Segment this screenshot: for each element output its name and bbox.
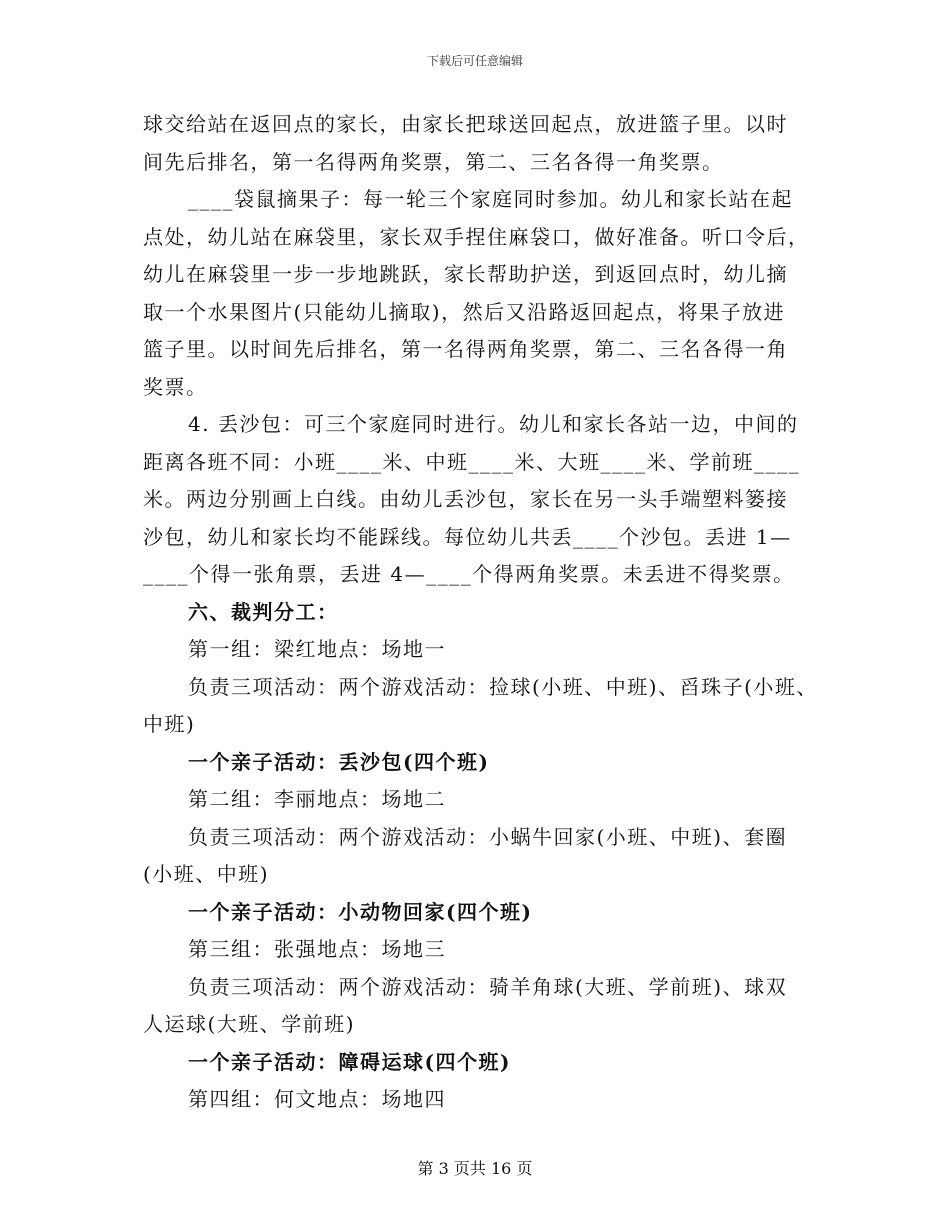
document-body [143, 106, 818, 1119]
body-line: 第一组：梁红地点：场地一 [188, 637, 446, 661]
body-line: 奖票。 [143, 374, 208, 399]
body-line: 距离各班不同：小班____米、中班____米、大班____米、学前班____ [143, 449, 800, 474]
body-line: 负责三项活动：两个游戏活动：骑羊角球(大班、学前班)、球双 [188, 974, 788, 999]
body-line: 球交给站在返回点的家长，由家长把球送回起点，放进篮子里。以时 [143, 112, 788, 136]
bold-line: 一个亲子活动：小动物回家(四个班) [188, 899, 533, 924]
body-line: 第二组：李丽地点：场地二 [188, 787, 446, 811]
bold-line: 一个亲子活动：丢沙包(四个班) [188, 749, 490, 774]
body-line: 篮子里。以时间先后排名，第一名得两角奖票，第二、三名各得一角 [143, 337, 788, 361]
body-line: 人运球(大班、学前班) [143, 1012, 356, 1036]
body-line: ____袋鼠摘果子：每一轮三个家庭同时参加。幼儿和家长站在起 [188, 187, 793, 211]
body-line: 米。两边分别画上白线。由幼儿丢沙包，家长在另一头手端塑料篓接 [143, 487, 788, 511]
page-header: 下载后可任意编辑 [426, 54, 523, 68]
body-line: 间先后排名，第一名得两角奖票，第二、三名各得一角奖票。 [143, 149, 724, 174]
body-line: 负责三项活动：两个游戏活动：捡球(小班、中班)、舀珠子(小班、 [188, 674, 818, 699]
body-line: (小班、中班) [143, 862, 270, 886]
page-number: 第 3 页共 16 页 [417, 1159, 533, 1178]
body-line: 第三组：张强地点：场地三 [188, 937, 446, 961]
body-line: 4. 丢沙包：可三个家庭同时进行。幼儿和家长各站一边，中间的 [188, 412, 799, 436]
body-line: 中班) [143, 712, 196, 736]
body-line: ____个得一张角票，丢进 4—____个得两角奖票。未丢进不得奖票。 [143, 562, 795, 586]
body-line: 第四组：何文地点：场地四 [188, 1087, 446, 1111]
body-line: 负责三项活动：两个游戏活动：小蜗牛回家(小班、中班)、套圈 [188, 824, 788, 849]
body-line: 点处，幼儿站在麻袋里，家长双手捏住麻袋口，做好准备。听口令后， [143, 224, 810, 249]
body-line: 取一个水果图片(只能幼儿摘取)，然后又沿路返回起点，将果子放进 [143, 299, 786, 324]
bold-line: 一个亲子活动：障碍运球(四个班) [188, 1049, 511, 1074]
body-line: 幼儿在麻袋里一步一步地跳跃，家长帮助护送，到返回点时，幼儿摘 [143, 262, 788, 286]
section-heading: 六、裁判分工： [188, 599, 339, 624]
body-line: 沙包，幼儿和家长均不能踩线。每位幼儿共丢____个沙包。丢进 1— [143, 524, 792, 549]
